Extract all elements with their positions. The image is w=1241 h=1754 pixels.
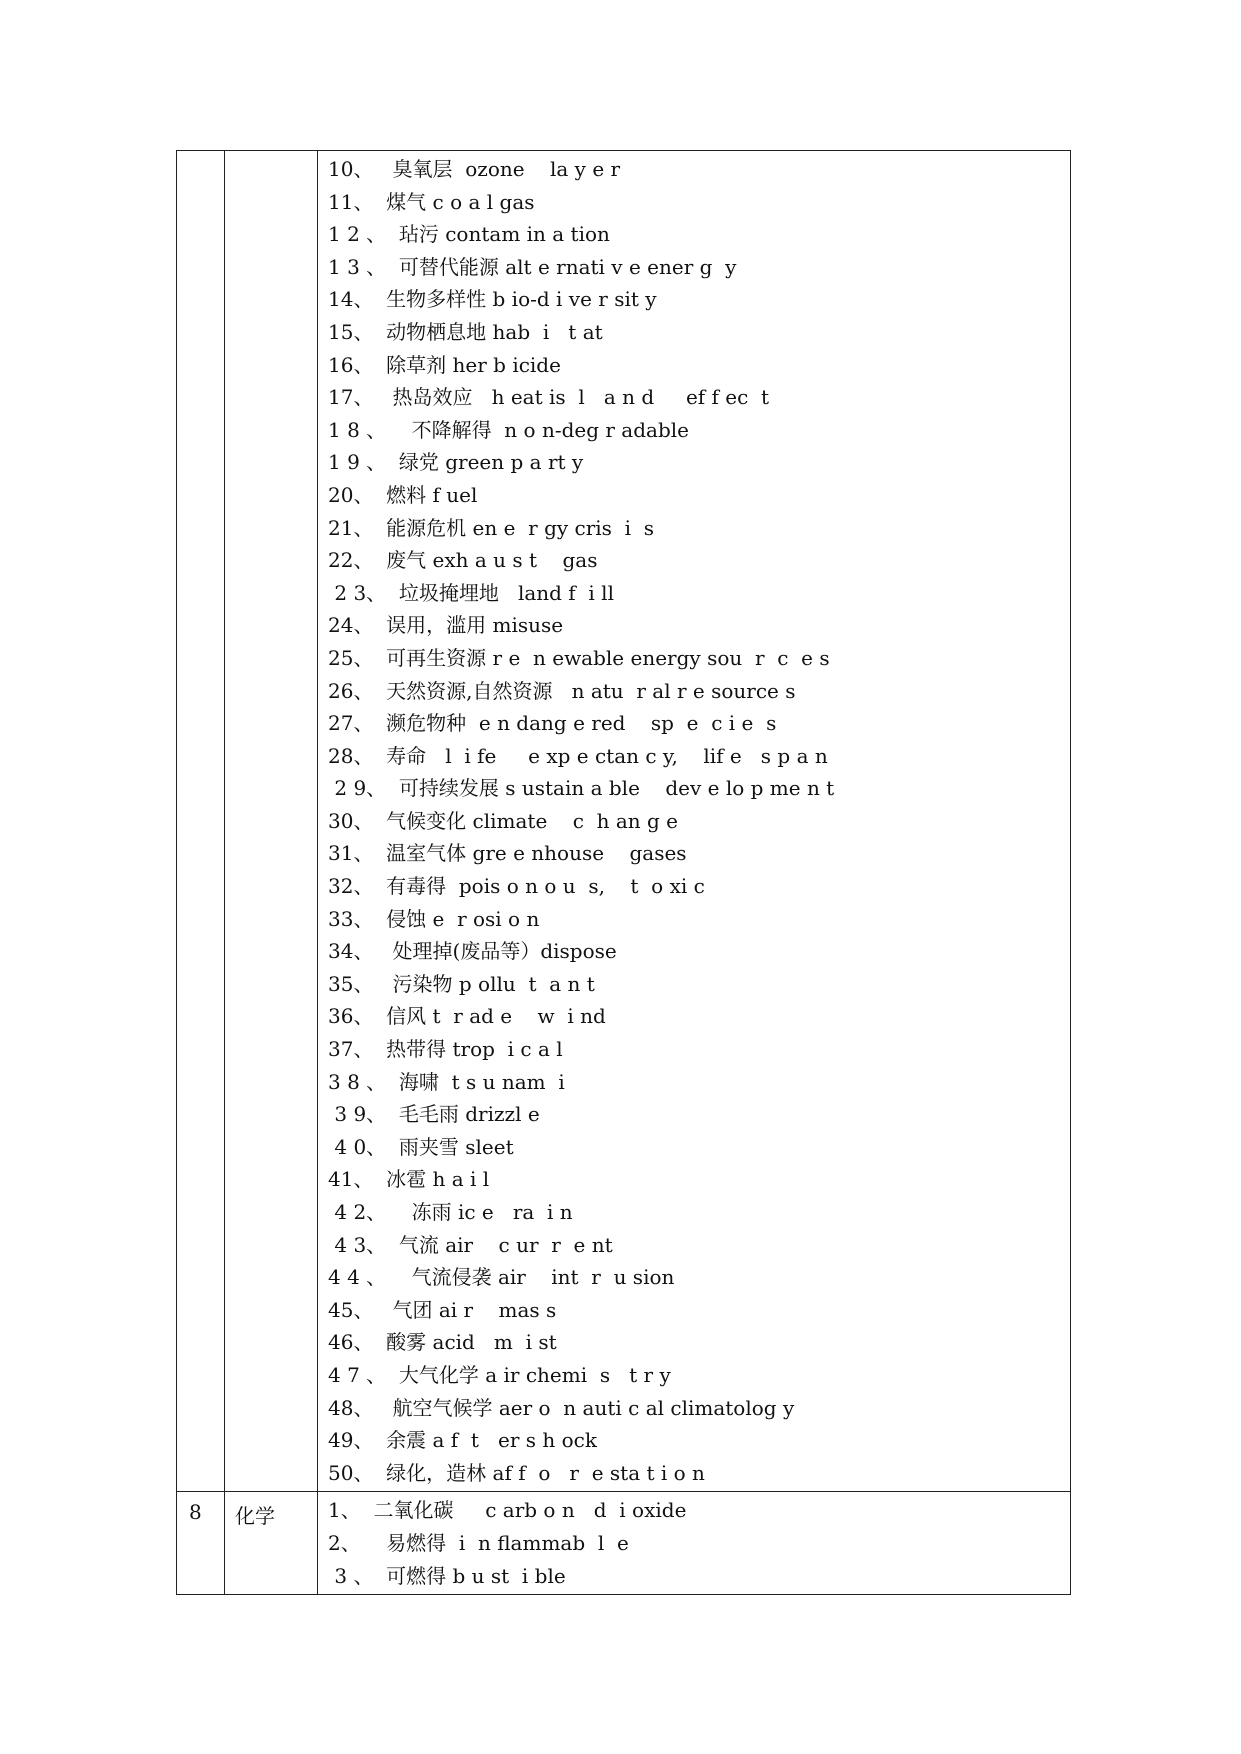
- term-entry: 1 9 、 绿党 green p a rt y: [328, 450, 584, 475]
- term-entry: 3 、 可燃得 b u st i ble: [328, 1563, 566, 1588]
- subject-cell: [225, 1492, 318, 1595]
- term-entry: 48、 航空气候学 aer o n auti c al climatolog y: [328, 1395, 795, 1420]
- term-entry: 26、 天然资源,自然资源 n atu r al r e source s: [328, 678, 796, 703]
- term-entry: 28、 寿命 l i fe e xp e ctan c y, lif e s p a n: [328, 743, 828, 768]
- term-entry: 11、 煤气 c o a l gas: [328, 189, 535, 214]
- term-entry: 1 8 、 不降解得 n o n-deg r adable: [328, 417, 689, 442]
- row-number: [177, 151, 224, 159]
- table-body: [177, 151, 1071, 1595]
- term-entry: 17、 热岛效应 h eat is l a n d ef f ec t: [328, 385, 770, 410]
- term-entry: 34、 处理掉(废品等）dispose: [328, 939, 617, 964]
- term-entry: 27、 濒危物种 e n dang e red sp e c i e s: [328, 711, 777, 736]
- row-number-cell: [177, 1492, 225, 1595]
- row-number-cell: [177, 151, 225, 1492]
- term-entry: 14、 生物多样性 b io-d i ve r sit y: [328, 287, 657, 312]
- row-number: 8: [189, 1500, 202, 1525]
- term-list: [318, 1492, 1070, 1594]
- terms-cell: [318, 1492, 1071, 1595]
- subject-label: [225, 151, 317, 159]
- term-entry: 46、 酸雾 acid m i st: [328, 1330, 557, 1355]
- term-entry: 16、 除草剂 her b icide: [328, 352, 561, 377]
- term-entry: 35、 污染物 p ollu t a n t: [328, 971, 595, 996]
- term-entry: 1 2 、 玷污 contam in a tion: [328, 222, 610, 247]
- subject-cell: [225, 151, 318, 1492]
- term-entry: 50、 绿化，造林 af f o r e sta t i o n: [328, 1460, 705, 1485]
- term-entry: 10、 臭氧层 ozone la y e r: [328, 157, 621, 181]
- table-row: [177, 151, 1071, 1492]
- term-entry: 15、 动物栖息地 hab i t at: [328, 319, 603, 344]
- term-entry: 49、 余震 a f t er s h ock: [328, 1428, 598, 1453]
- term-entry: 37、 热带得 trop i c a l: [328, 1037, 563, 1062]
- term-entry: 4 3、 气流 air c ur r e nt: [328, 1232, 613, 1257]
- term-entry: 33、 侵蚀 e r osi o n: [328, 906, 540, 931]
- term-entry: 3 9、 毛毛雨 drizzl e: [328, 1102, 540, 1127]
- term-entry: 4 2、 冻雨 ic e ra i n: [328, 1200, 573, 1224]
- term-entry: 4 7 、 大气化学 a ir chemi s t r y: [328, 1362, 671, 1387]
- term-entry: 22、 废气 exh a u s t gas: [328, 548, 598, 573]
- term-entry: 36、 信风 t r ad e w i nd: [328, 1004, 606, 1029]
- term-entry: 45、 气团 ai r mas s: [328, 1297, 557, 1322]
- term-list: [318, 151, 1070, 1491]
- vocabulary-table: [176, 150, 1071, 1595]
- term-entry: 25、 可再生资源 r e n ewable energy sou r c e s: [328, 645, 830, 670]
- table-row: [177, 1492, 1071, 1595]
- term-entry: 1 3 、 可替代能源 alt e rnati v e ener g y: [328, 254, 737, 279]
- term-entry: 2 9、 可持续发展 s ustain a ble dev e lo p me n t: [328, 776, 835, 801]
- subject-label: 化学: [235, 1504, 275, 1529]
- term-entry: 2 3、 垃圾掩埋地 land f i ll: [328, 580, 614, 605]
- terms-cell: [318, 151, 1071, 1492]
- term-entry: 24、 误用，滥用 misuse: [328, 613, 564, 638]
- term-entry: 2、 易燃得 i n flammab l e: [328, 1530, 629, 1555]
- term-entry: 4 0、 雨夹雪 sleet: [328, 1134, 514, 1159]
- term-entry: 30、 气候变化 climate c h an g e: [328, 808, 679, 833]
- term-entry: 3 8 、 海啸 t s u nam i: [328, 1069, 565, 1094]
- term-entry: 41、 冰雹 h a i l: [328, 1167, 490, 1192]
- term-entry: 21、 能源危机 en e r gy cris i s: [328, 515, 655, 540]
- term-entry: 31、 温室气体 gre e nhouse gases: [328, 841, 687, 866]
- term-entry: 1、 二氧化碳 c arb o n d i oxide: [328, 1498, 687, 1523]
- term-entry: 32、 有毒得 pois o n o u s, t o xi c: [328, 874, 705, 899]
- term-entry: 4 4 、 气流侵袭 air int r u sion: [328, 1265, 675, 1290]
- term-entry: 20、 燃料 f uel: [328, 482, 478, 507]
